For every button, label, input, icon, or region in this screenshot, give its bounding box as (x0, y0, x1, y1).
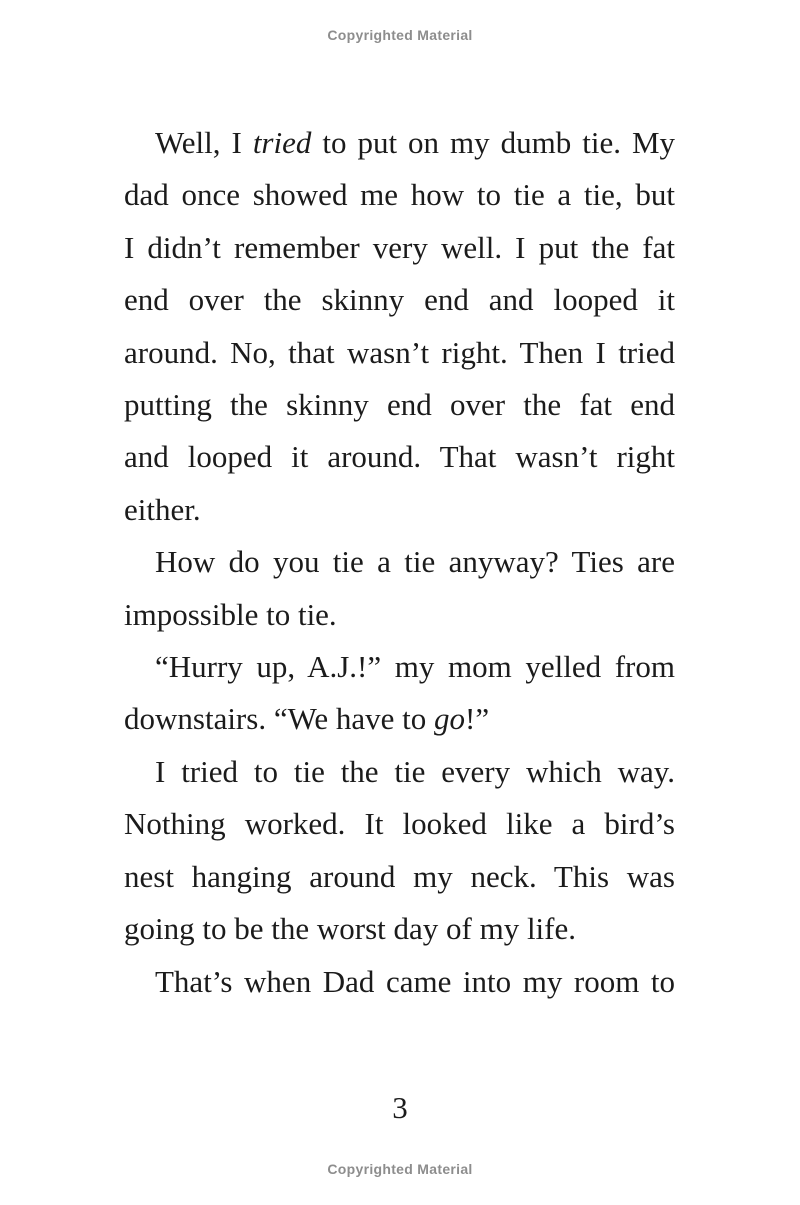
text-segment: putting the skinny end over the fat end (124, 387, 675, 423)
text-segment: and looped it around. That wasn’t right (124, 439, 675, 475)
text-line (124, 798, 675, 850)
paragraph (124, 117, 675, 536)
text-line (124, 746, 675, 798)
text-segment: Well, I (155, 125, 253, 160)
text-segment: How do you tie a tie anyway? Ties are (155, 544, 675, 580)
text-line (124, 169, 675, 221)
text-line (124, 956, 675, 1008)
page-body-text (124, 117, 675, 1008)
text-segment: to put on my dumb tie. My (311, 125, 676, 160)
italic-text: go (434, 701, 465, 737)
text-line (124, 641, 675, 693)
text-segment: around. No, that wasn’t right. Then I tried (124, 334, 675, 370)
page-number: 3 (392, 1090, 408, 1125)
italic-text: tried (252, 125, 312, 160)
text-segment: I tried to tie the tie every which way. (155, 753, 675, 789)
copyright-notice-top: Copyrighted Material (327, 27, 473, 43)
text-line (124, 536, 675, 588)
text-line (124, 222, 675, 274)
text-segment: either. (124, 491, 201, 527)
paragraph (124, 536, 675, 641)
text-line (124, 484, 675, 536)
text-line (124, 327, 675, 379)
text-line (124, 117, 675, 169)
text-segment: That’s when Dad came into my room to (155, 963, 675, 999)
text-segment: downstairs. “We have to (124, 701, 434, 737)
text-segment: end over the skinny end and looped it (124, 282, 675, 318)
text-segment: nest hanging around my neck. This was (124, 858, 675, 894)
text-segment: “Hurry up, A.J.!” my mom yelled from (155, 649, 675, 685)
text-line (124, 903, 675, 955)
text-segment: going to be the worst day of my life. (124, 911, 576, 947)
copyright-notice-bottom: Copyrighted Material (327, 1161, 473, 1177)
text-segment: Nothing worked. It looked like a bird’s (124, 806, 675, 842)
text-line (124, 379, 675, 431)
paragraph (124, 746, 675, 956)
text-line (124, 589, 675, 641)
text-line (124, 431, 675, 483)
text-segment: impossible to tie. (124, 596, 337, 632)
text-line (124, 693, 675, 745)
text-segment: !” (465, 701, 490, 737)
text-line (124, 274, 675, 326)
paragraph (124, 956, 675, 1008)
paragraph (124, 641, 675, 746)
text-segment: I didn’t remember very well. I put the fat (124, 229, 675, 265)
text-line (124, 851, 675, 903)
text-segment: dad once showed me how to tie a tie, but (124, 177, 675, 213)
